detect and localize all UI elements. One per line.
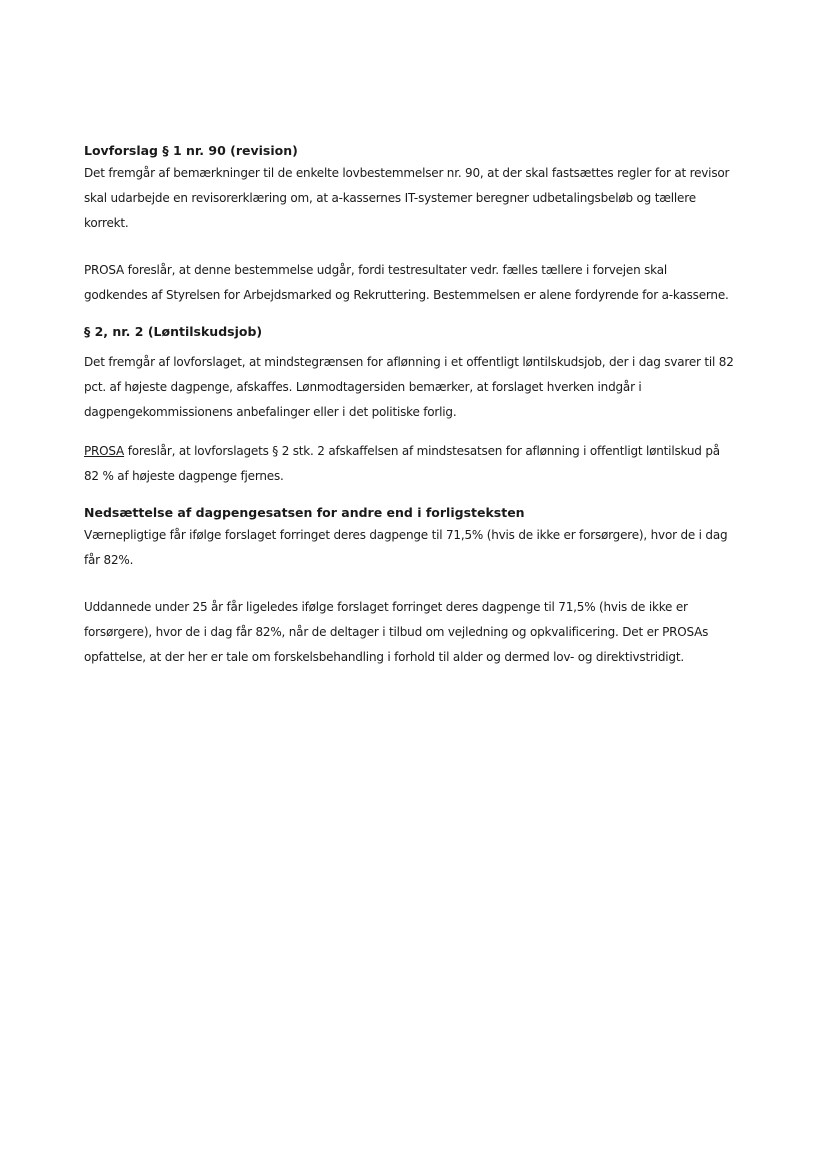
spacer [84,489,734,503]
paragraph-prosa-proposal-revision: PROSA foreslår, at denne bestemmelse udgår, fordi testresultater vedr. fælles tællere i forvejen skal godkendes af Styrelsen for Arbejdsmarked og Rekruttering. Bestemmelsen er alene fordyrende for a-kasserne. [84,263,729,302]
spacer [84,236,734,258]
spacer [84,342,734,350]
paragraph-vaernepligtige: Værnepligtige får ifølge forslaget forringet deres dagpenge til 71,5% (hvis de ikke er forsørgere), hvor de i dag får 82%. [84,528,728,567]
paragraph-revision-remarks: Det fremgår af bemærkninger til de enkelte lovbestemmelser nr. 90, at der skal fastsættes regler for at revisor skal udarbejde en revisorerklæring om, at a-kassernes IT-systemer beregner udbetalingsbeløb og tællere korrekt. [84,166,730,230]
section-heading-revision: Lovforslag § 1 nr. 90 (revision) [84,143,298,158]
paragraph-loentilskud-remarks: Det fremgår af lovforslaget, at mindstegrænsen for aflønning i et offentligt løntilskudsjob, der i dag svarer til 82 pct. af højeste dagpenge, afskaffes. Lønmodtagersiden bemærker, at forslaget hverken indgår i dagpengekommissionens anbefalinger eller i det politiske forlig. [84,355,734,419]
paragraph-prosa-proposal-loentilskud [84,439,734,489]
prosa-underlined: PROSA [84,444,125,458]
spacer [84,308,734,322]
paragraph-uddannede-under-25: Uddannede under 25 år får ligeledes ifølge forslaget forringet deres dagpenge til 71,5% (hvis de ikke er forsørgere), hvor de i dag får 82%, når de deltager i tilbud om vejledning og opkvalificering. Det er PROSAs opfattelse, at der her er tale om forskelsbehandling i forhold til alder og dermed lov- og direktivstridigt. [84,600,709,664]
spacer [84,425,734,439]
section-heading-dagpengesats: Nedsættelse af dagpengesatsen for andre end i forligsteksten [84,505,525,520]
spacer [84,573,734,595]
document-page [84,141,734,670]
paragraph-text: foreslår, at lovforslagets § 2 stk. 2 afskaffelsen af mindstesatsen for aflønning i offentligt løntilskud på 82 % af højeste dagpenge fjernes. [84,444,720,483]
section-heading-loentilskudsjob: § 2, nr. 2 (Løntilskudsjob) [84,324,263,339]
